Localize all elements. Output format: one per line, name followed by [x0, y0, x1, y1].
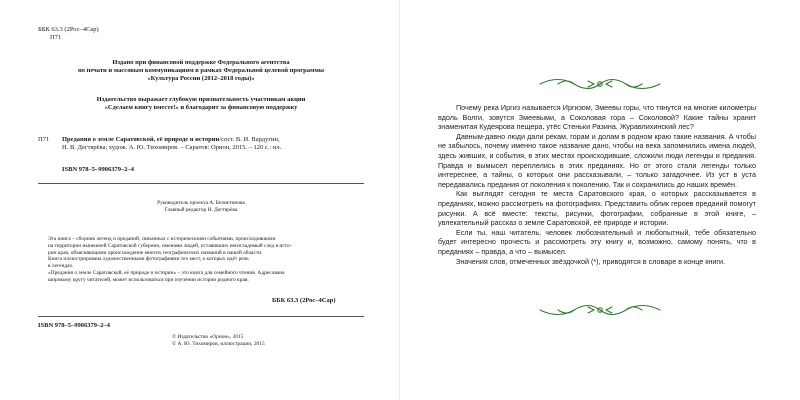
bbk-code: ББК 63.3 (2Рос–4Сар) — [38, 26, 99, 33]
paragraph-4: Если ты, наш читатель, человек любознательный и любопытный, тебе обязательно будет интересно прочесть и рассмотреть эту книгу и, возможно, самому понять, что в преданиях – правда, а что – вымысел. — [438, 227, 756, 256]
support-notice: Издано при финансовой поддержке Федерального агентства по печати и массовым коммуникациям в рамках Федеральной целевой программы «Культура России (2012–2018 годы)» — [78, 59, 324, 82]
catalog-title: Предания о земле Саратовской, её природе и истории — [62, 136, 220, 143]
bbk-bottom: ББК 63.3 (2Рос–4Сар) — [272, 297, 336, 304]
gratitude-notice: Издательство выражает глубокую признательность участникам акции «Сделаем книгу вместе!» и благодарит за финансовую поддержку — [96, 96, 306, 111]
udk-code: П71 — [50, 34, 62, 41]
catalog-entry — [62, 136, 362, 152]
catalog-rest: /сост. В. И. Вардугин, — [219, 136, 280, 143]
paragraph-5: Значения слов, отмеченных звёздочкой (*), приводятся в словаре в конце книги. — [456, 256, 726, 266]
divider-bottom — [38, 316, 364, 317]
isbn-top: ISBN 978–5–9906379–2–4 — [62, 166, 135, 173]
ornament-top-icon — [538, 76, 662, 92]
annotation: Эта книга – сборник легенд и преданий, связанных с историческими событиями, происходившими на территории нынешней Саратовской губернии, именами людей, оставивших неизгладимый след в исто- рии края, объясняющими происхождение многих географических названий в нашей области. Книга иллюстрирована художественными фотографиями тех мест, о которых идёт речь в легендах. «Предания о земле Саратовской, её природе и истории» – это книга для семейного чтения. Адресована широкому кругу читателей, может использоваться при изучении истории родного края. — [48, 236, 292, 283]
paragraph-1: Почему река Иргиз называется Иргизом, Змеевы горы, что тянутся на многие километры вдоль Волги, зовутся Змеевыми, а Соколовая гора – Соколовой? Какие тайны хранит знаменитая Кудеярова пещера, утёс Стеньки Разина, Журавлихинский лес? — [438, 103, 756, 132]
copyright: © Издательство «Орион», 2015 © А. Ю. Тихомиров, иллюстрации, 2015 — [172, 334, 265, 347]
paragraph-2: Давным-давно люди дали рекам, горам и долам в родном краю такие названия. А чтобы не забылось, почему именно такое название дано, чтобы на века запомнились имена людей, здесь живших, и события, в этих местах происходившие, сложили люди легенды и предания. Правда и вымысел переплелись в этих преданиях. Но от этого стали легенды только интереснее, а тайны, о которых они рассказывали, – только загадочнее. Из уст в уста передавались предания от поколения к поколению. Так и сохранились до наших времён. — [438, 131, 756, 189]
right-page — [400, 0, 800, 400]
catalog-line2: Н. В. Дегтярёва; худож. А. Ю. Тихомиров. – Саратов: Орион, 2015. – 120 с.: ил. — [62, 144, 282, 151]
credits: Руководитель проекта А. Безметинова Главный редактор Н. Дегтярёва — [157, 200, 245, 213]
divider-top — [38, 183, 364, 184]
isbn-bottom: ISBN 978–5–9906379–2–4 — [38, 322, 111, 329]
paragraph-3: Как выглядят сегодня те места Саратовского края, о которых рассказывается в преданиях, можно рассмотреть на фотографиях. Представить облик героев преданий помогут рисунки. А всё вместе: тексты, рисунки, фотографии, собранные в этой книге, – увлекательный рассказ о земле Саратовской, её природе и истории. — [438, 189, 756, 228]
catalog-code: П71 — [38, 136, 50, 143]
ornament-bottom-icon — [538, 302, 662, 318]
